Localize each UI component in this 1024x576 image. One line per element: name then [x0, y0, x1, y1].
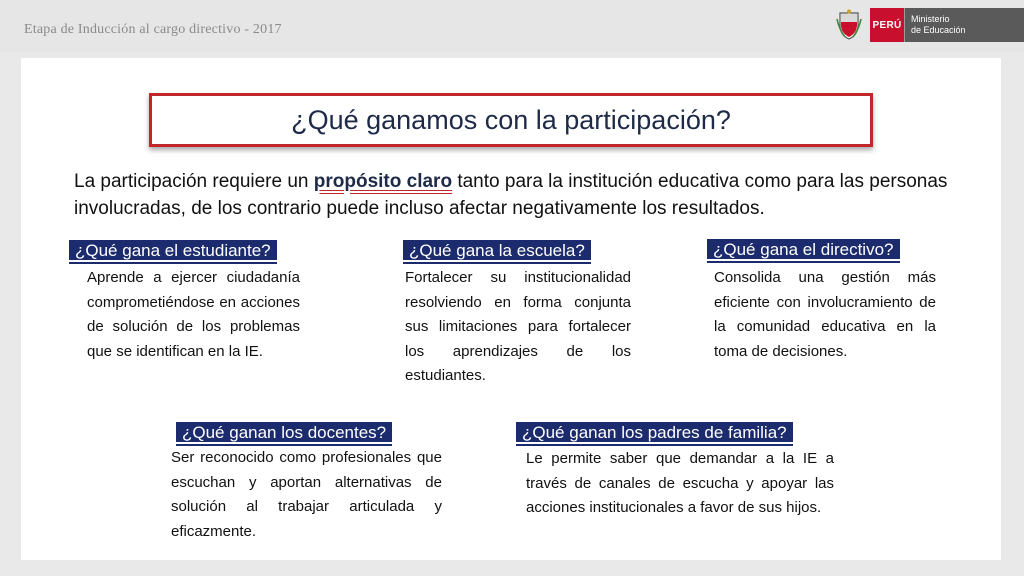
ministry-logo: [836, 8, 1024, 42]
peru-label: PERÚ: [870, 8, 904, 42]
section-heading-directivo: ¿Qué gana el directivo?: [707, 239, 900, 261]
section-heading-padres: ¿Qué ganan los padres de familia?: [516, 422, 793, 444]
intro-text-after: tanto para la institución educativa como para las personas involucradas, de los contrario puede incluso afectar negativamente los resultados.: [74, 171, 948, 219]
section-body-escuela: Fortalecer su institucionalidad resolviendo en forma conjunta sus limitaciones para fortalecer los aprendizajes de los estudiantes.: [405, 269, 631, 385]
course-title: Etapa de Inducción al cargo directivo - 2017: [24, 22, 282, 37]
top-header-bar: [0, 0, 1024, 52]
ministry-label: [904, 8, 1024, 42]
slide-title-box: [149, 93, 873, 147]
section-body-directivo: Consolida una gestión más eficiente con involucramiento de la comunidad educativa en la toma de decisiones.: [714, 269, 936, 360]
section-body-padres: Le permite saber que demandar a la IE a través de canales de escucha y apoyar las acciones institucionales a favor de sus hijos.: [526, 450, 834, 517]
ministry-label-line2: de Educación: [911, 25, 966, 35]
section-heading-docentes: ¿Qué ganan los docentes?: [176, 422, 392, 444]
slide-title: ¿Qué ganamos con la participación?: [291, 104, 731, 135]
intro-paragraph: [74, 168, 970, 222]
intro-emphasis: propósito claro: [313, 171, 453, 192]
intro-text-before: La participación requiere un: [74, 171, 314, 192]
section-heading-escuela: ¿Qué gana la escuela?: [403, 240, 591, 262]
section-heading-estudiante: ¿Qué gana el estudiante?: [69, 240, 277, 262]
section-body-estudiante: Aprende a ejercer ciudadanía comprometiéndose en acciones de solución de los problemas que se identifican en la IE.: [87, 269, 300, 360]
ministry-label-line1: Ministerio: [911, 14, 950, 24]
section-body-docentes: Ser reconocido como profesionales que escuchan y aportan alternativas de solución al trabajar articulada y eficazmente.: [171, 449, 442, 540]
coat-of-arms-icon: [836, 9, 862, 41]
